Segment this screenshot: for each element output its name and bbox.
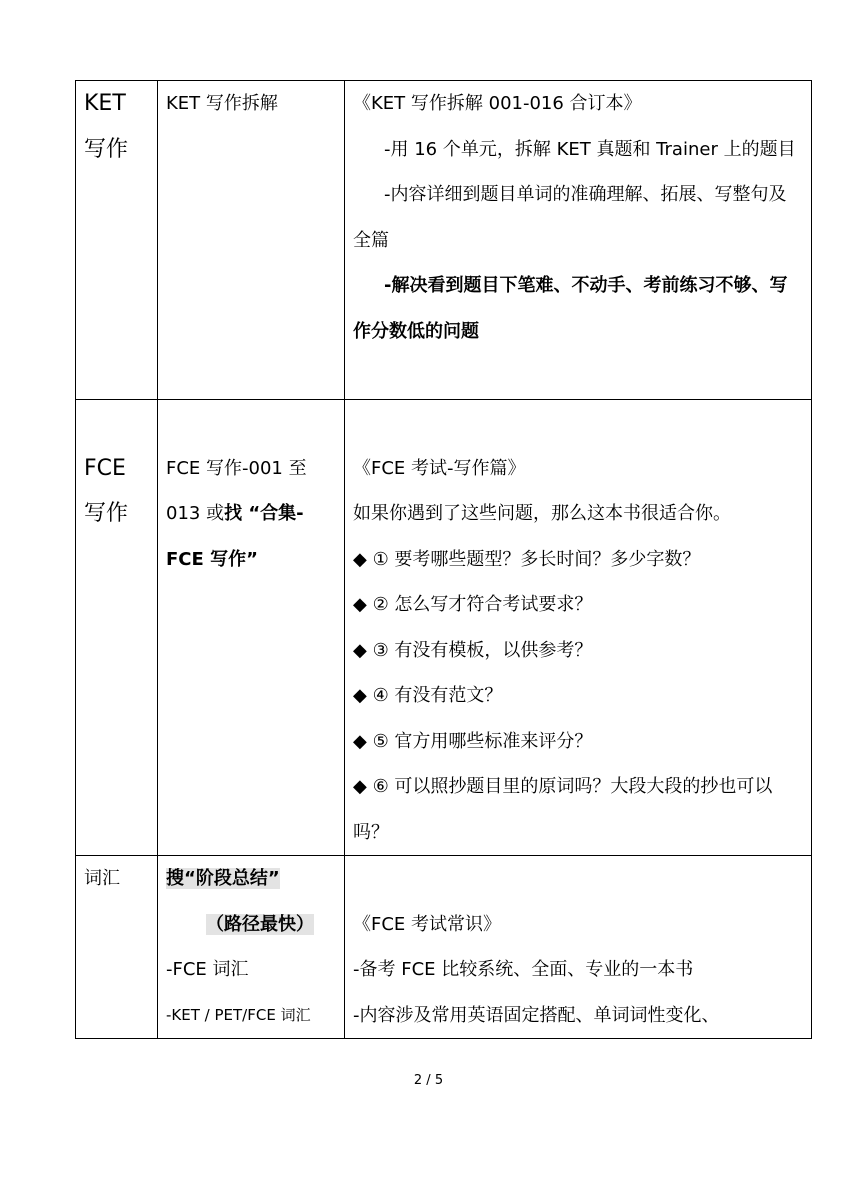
table-row	[76, 81, 812, 400]
resource-table	[75, 80, 812, 1039]
description-point: -内容涉及常用英语固定搭配、单词词性变化、	[353, 1004, 720, 1026]
diamond-bullet-icon: ◆	[353, 594, 367, 615]
bullet-item	[353, 673, 803, 719]
description-point: -备考 FCE 比较系统、全面、专业的一本书	[353, 959, 694, 980]
diamond-bullet-icon: ◆	[353, 548, 367, 570]
diamond-bullet-icon: ◆	[353, 685, 367, 706]
bullet-text: ⑥ 可以照抄题目里的原词吗？大段大段的抄也可以吗？	[353, 776, 773, 843]
bullet-text: ⑤ 官方用哪些标准来评分？	[372, 730, 593, 752]
bullet-item	[353, 537, 803, 583]
category-line: FCE	[84, 455, 126, 481]
resource-text: KET 写作拆解	[166, 93, 278, 114]
search-hint: 搜“阶段总结”	[166, 868, 280, 889]
page-separator: /	[426, 1073, 431, 1088]
page-current: 2	[413, 1073, 423, 1088]
book-title: 《FCE 考试-写作篇》	[353, 457, 526, 479]
resource-search	[166, 856, 336, 902]
description-cell	[345, 81, 812, 400]
path-note: （路径最快）	[206, 913, 314, 935]
resource-item: -FCE 词汇	[166, 959, 249, 980]
resource-item: -KET / PET/FCE 词汇	[166, 1005, 311, 1024]
category-line: 写作	[84, 136, 129, 162]
category-cell	[76, 400, 158, 856]
page-number	[0, 1073, 857, 1089]
resource-normal: FCE 写作-001 至 013 或	[166, 457, 307, 524]
diamond-bullet-icon: ◆	[353, 730, 367, 752]
resource-cell	[158, 856, 345, 1039]
resource-cell	[158, 81, 345, 400]
bullet-item	[353, 582, 803, 628]
diamond-bullet-icon: ◆	[353, 639, 367, 661]
table-row	[76, 856, 812, 1039]
resource-cell	[158, 400, 345, 856]
description-intro: 如果你遇到了这些问题，那么这本书很适合你。	[353, 503, 731, 524]
bullet-text: ① 要考哪些题型？多长时间？多少字数？	[372, 548, 701, 570]
path-note-line	[166, 902, 336, 948]
diamond-bullet-icon: ◆	[353, 776, 367, 797]
bullet-item	[353, 719, 803, 765]
category-cell	[76, 856, 158, 1039]
bullet-text: ③ 有没有模板，以供参考？	[372, 639, 593, 661]
table-row	[76, 400, 812, 856]
bullet-text: ② 怎么写才符合考试要求？	[372, 594, 593, 615]
page-total: 5	[434, 1073, 444, 1088]
category-line: 写作	[84, 501, 129, 526]
category-line: KET	[84, 91, 126, 116]
description-cell	[345, 400, 812, 856]
category-line: 词汇	[84, 868, 120, 889]
bullet-item	[353, 628, 803, 674]
resource-bold: 找 “合集-FCE 写作”	[166, 503, 304, 570]
book-title: 《KET 写作拆解 001-016 合订本》	[353, 93, 642, 114]
resource-text	[166, 446, 336, 583]
book-title: 《FCE 考试常识》	[353, 913, 502, 935]
bullet-item	[353, 764, 803, 855]
description-bold-point: -解决看到题目下笔难、不动手、考前练习不够、写作分数低的问题	[353, 275, 788, 342]
category-cell	[76, 81, 158, 400]
description-point: -用 16 个单元，拆解 KET 真题和 Trainer 上的题目	[384, 138, 796, 160]
description-point: -内容详细到题目单词的准确理解、拓展、写整句及全篇	[353, 184, 787, 251]
bullet-text: ④ 有没有范文？	[372, 685, 503, 706]
description-cell	[345, 856, 812, 1039]
